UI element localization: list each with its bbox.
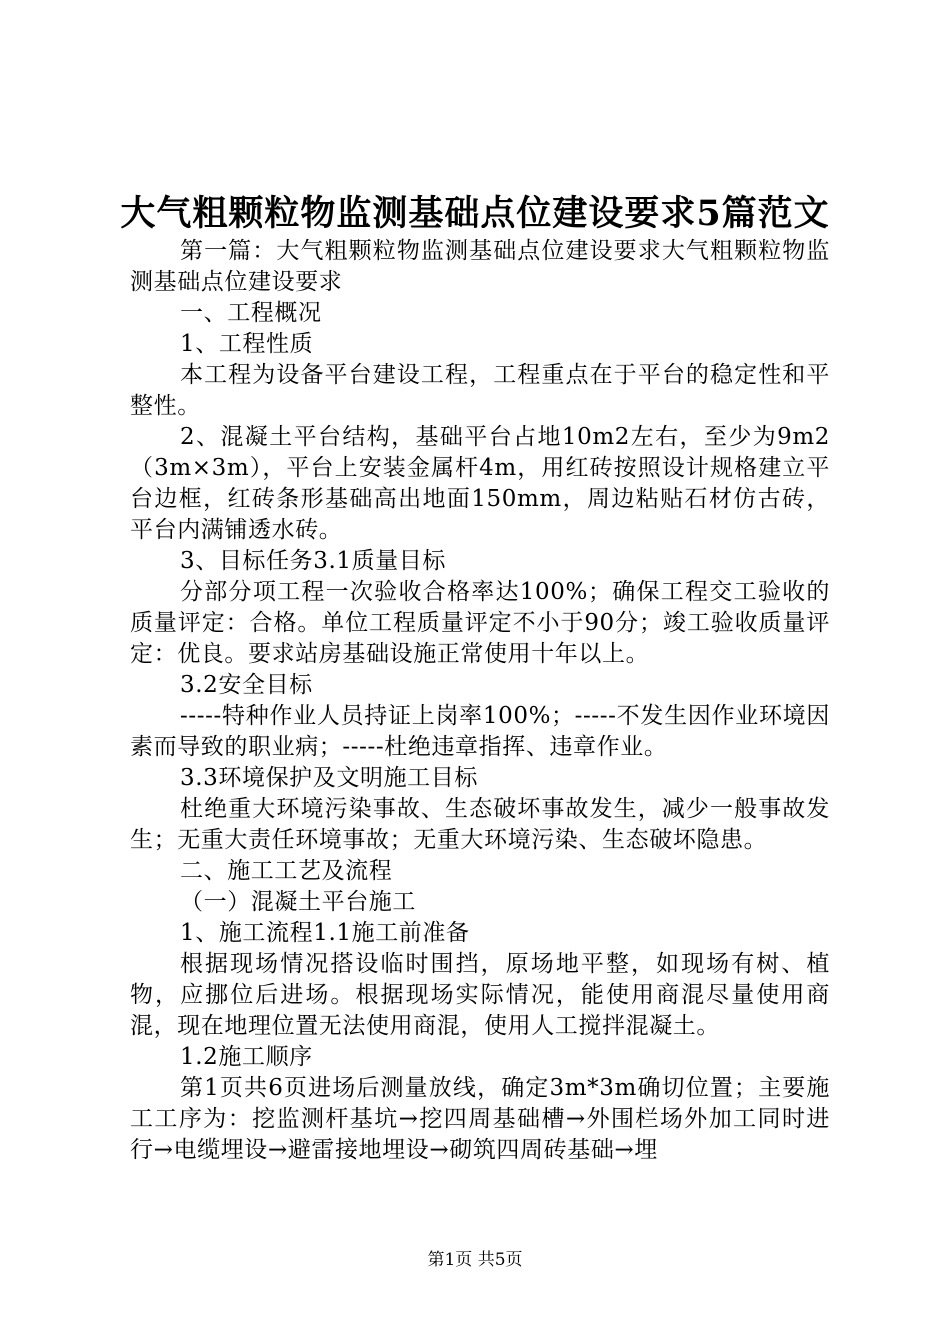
subheading-4: 3.3环境保护及文明施工目标 <box>180 765 478 791</box>
subheading-6: 1、施工流程1.1施工前准备 <box>180 920 470 946</box>
paragraph-4: 分部分项工程一次验收合格率达100%；确保工程交工验收的质量评定：合格。单位工程质量评定不小于90分；竣工验收质量评定：优良。要求站房基础设施正常使用十年以上。 <box>130 579 830 667</box>
section-heading-2: 二、施工工艺及流程 <box>180 858 393 884</box>
subheading-5: （一）混凝土平台施工 <box>180 889 416 915</box>
paragraph-2: 本工程为设备平台建设工程，工程重点在于平台的稳定性和平整性。 <box>130 362 830 419</box>
page-footer: 第1页 共5页 <box>427 1250 523 1270</box>
paragraph-5: -----特种作业人员持证上岗率100%；-----不发生因作业环境因素而导致的职业病；-----杜绝违章指挥、违章作业。 <box>130 703 830 760</box>
paragraph-1: 第一篇：大气粗颗粒物监测基础点位建设要求大气粗颗粒物监测基础点位建设要求 <box>130 238 830 295</box>
paragraph-8: 第1页共6页进场后测量放线，确定3m*3m确切位置；主要施工工序为：挖监测杆基坑→挖四周基础槽→外围栏场外加工同时进行→电缆埋设→避雷接地埋设→砌筑四周砖基础→埋 <box>130 1075 830 1163</box>
section-heading-1: 一、工程概况 <box>180 300 322 326</box>
paragraph-6: 杜绝重大环境污染事故、生态破坏事故发生，减少一般事故发生；无重大责任环境事故；无重大环境污染、生态破坏隐患。 <box>130 796 830 853</box>
paragraph-3: 2、混凝土平台结构，基础平台占地10m2左右，至少为9m2（3m×3m），平台上安装金属杆4m，用红砖按照设计规格建立平台边框，红砖条形基础高出地面150mm，周边粘贴石材仿古砖，平台内满铺透水砖。 <box>130 424 830 543</box>
subheading-7: 1.2施工顺序 <box>180 1044 313 1070</box>
subheading-2: 3、目标任务3.1质量目标 <box>180 548 447 574</box>
paragraph-7: 根据现场情况搭设临时围挡，原场地平整，如现场有树、植物，应挪位后进场。根据现场实际情况，能使用商混尽量使用商混，现在地理位置无法使用商混，使用人工搅拌混凝土。 <box>130 951 830 1039</box>
document-title: 大气粗颗粒物监测基础点位建设要求5篇范文 <box>120 193 830 234</box>
subheading-3: 3.2安全目标 <box>180 672 313 698</box>
document-body <box>130 236 830 1166</box>
subheading-1: 1、工程性质 <box>180 331 314 357</box>
